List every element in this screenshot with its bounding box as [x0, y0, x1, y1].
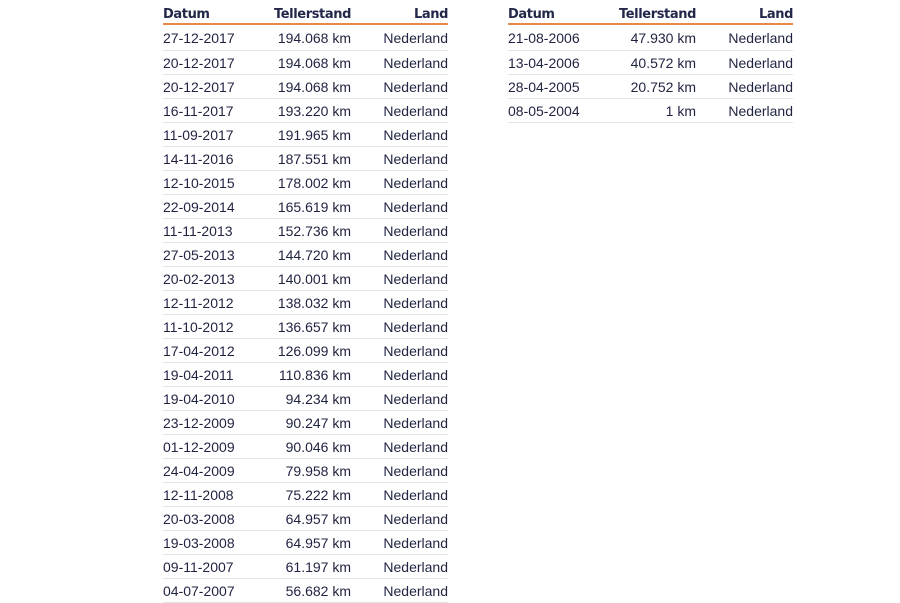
table-row: [508, 99, 793, 123]
table-row: [508, 75, 793, 99]
cell-country: Nederland: [351, 363, 448, 387]
cell-date: 11-09-2017: [163, 123, 258, 147]
cell-country: Nederland: [351, 435, 448, 459]
cell-date: 13-04-2006: [508, 51, 603, 75]
column-header-odometer: Tellerstand: [603, 6, 696, 24]
cell-date: 20-12-2017: [163, 51, 258, 75]
cell-date: 08-05-2004: [508, 99, 603, 123]
cell-odometer: 194.068 km: [258, 51, 351, 75]
cell-odometer: 178.002 km: [258, 171, 351, 195]
table-row: [163, 123, 448, 147]
table-row: [163, 24, 448, 51]
cell-odometer: 140.001 km: [258, 267, 351, 291]
cell-country: Nederland: [351, 459, 448, 483]
cell-country: Nederland: [351, 579, 448, 603]
cell-odometer: 193.220 km: [258, 99, 351, 123]
cell-odometer: 165.619 km: [258, 195, 351, 219]
cell-odometer: 138.032 km: [258, 291, 351, 315]
cell-odometer: 191.965 km: [258, 123, 351, 147]
cell-date: 27-05-2013: [163, 243, 258, 267]
cell-country: Nederland: [351, 24, 448, 51]
cell-odometer: 90.046 km: [258, 435, 351, 459]
cell-country: Nederland: [351, 555, 448, 579]
table-row: [163, 147, 448, 171]
column-header-date: Datum: [163, 6, 258, 24]
cell-country: Nederland: [351, 123, 448, 147]
cell-date: 12-11-2008: [163, 483, 258, 507]
cell-country: Nederland: [696, 99, 793, 123]
table-row: [508, 51, 793, 75]
table-body: [508, 24, 793, 123]
cell-odometer: 20.752 km: [603, 75, 696, 99]
cell-country: Nederland: [351, 387, 448, 411]
cell-date: 21-08-2006: [508, 24, 603, 51]
cell-country: Nederland: [696, 24, 793, 51]
cell-odometer: 187.551 km: [258, 147, 351, 171]
table-row: [163, 507, 448, 531]
table-row: [163, 291, 448, 315]
cell-country: Nederland: [696, 51, 793, 75]
column-header-country: Land: [696, 6, 793, 24]
cell-date: 24-04-2009: [163, 459, 258, 483]
cell-date: 28-04-2005: [508, 75, 603, 99]
table-row: [163, 195, 448, 219]
cell-date: 11-11-2013: [163, 219, 258, 243]
cell-odometer: 64.957 km: [258, 507, 351, 531]
table-row: [163, 315, 448, 339]
cell-odometer: 64.957 km: [258, 531, 351, 555]
cell-date: 04-07-2007: [163, 579, 258, 603]
table-header: [508, 6, 793, 24]
table-row: [163, 267, 448, 291]
table-row: [163, 363, 448, 387]
cell-date: 19-03-2008: [163, 531, 258, 555]
cell-country: Nederland: [351, 243, 448, 267]
cell-date: 23-12-2009: [163, 411, 258, 435]
odometer-history-table-right: [508, 6, 793, 123]
cell-date: 11-10-2012: [163, 315, 258, 339]
cell-odometer: 136.657 km: [258, 315, 351, 339]
table-row: [163, 243, 448, 267]
table-row: [163, 387, 448, 411]
cell-odometer: 61.197 km: [258, 555, 351, 579]
table-row: [163, 75, 448, 99]
cell-odometer: 75.222 km: [258, 483, 351, 507]
table-row: [163, 459, 448, 483]
cell-odometer: 1 km: [603, 99, 696, 123]
cell-country: Nederland: [696, 75, 793, 99]
header-row: [163, 6, 448, 24]
table-row: [163, 483, 448, 507]
cell-country: Nederland: [351, 75, 448, 99]
cell-country: Nederland: [351, 195, 448, 219]
cell-date: 20-02-2013: [163, 267, 258, 291]
cell-country: Nederland: [351, 315, 448, 339]
table-row: [163, 555, 448, 579]
cell-country: Nederland: [351, 291, 448, 315]
column-header-odometer: Tellerstand: [258, 6, 351, 24]
cell-country: Nederland: [351, 267, 448, 291]
cell-odometer: 47.930 km: [603, 24, 696, 51]
cell-odometer: 56.682 km: [258, 579, 351, 603]
column-header-country: Land: [351, 6, 448, 24]
table-body: [163, 24, 448, 603]
cell-date: 20-03-2008: [163, 507, 258, 531]
cell-odometer: 94.234 km: [258, 387, 351, 411]
cell-country: Nederland: [351, 411, 448, 435]
cell-country: Nederland: [351, 219, 448, 243]
table-row: [163, 411, 448, 435]
cell-odometer: 90.247 km: [258, 411, 351, 435]
table-row: [163, 99, 448, 123]
table-row: [163, 531, 448, 555]
cell-date: 12-10-2015: [163, 171, 258, 195]
odometer-history-table-left: [163, 6, 448, 603]
cell-date: 27-12-2017: [163, 24, 258, 51]
table-row: [163, 579, 448, 603]
cell-country: Nederland: [351, 147, 448, 171]
cell-odometer: 144.720 km: [258, 243, 351, 267]
cell-odometer: 126.099 km: [258, 339, 351, 363]
cell-odometer: 152.736 km: [258, 219, 351, 243]
table-row: [163, 219, 448, 243]
cell-date: 22-09-2014: [163, 195, 258, 219]
table-row: [163, 435, 448, 459]
table-row: [508, 24, 793, 51]
table-row: [163, 171, 448, 195]
cell-odometer: 110.836 km: [258, 363, 351, 387]
cell-country: Nederland: [351, 339, 448, 363]
cell-country: Nederland: [351, 99, 448, 123]
cell-country: Nederland: [351, 507, 448, 531]
table-row: [163, 51, 448, 75]
cell-odometer: 194.068 km: [258, 75, 351, 99]
cell-country: Nederland: [351, 171, 448, 195]
cell-date: 20-12-2017: [163, 75, 258, 99]
cell-date: 09-11-2007: [163, 555, 258, 579]
cell-date: 14-11-2016: [163, 147, 258, 171]
cell-country: Nederland: [351, 531, 448, 555]
cell-odometer: 194.068 km: [258, 24, 351, 51]
cell-date: 12-11-2012: [163, 291, 258, 315]
table-header: [163, 6, 448, 24]
column-header-date: Datum: [508, 6, 603, 24]
header-row: [508, 6, 793, 24]
cell-odometer: 40.572 km: [603, 51, 696, 75]
cell-date: 17-04-2012: [163, 339, 258, 363]
cell-date: 01-12-2009: [163, 435, 258, 459]
cell-date: 19-04-2010: [163, 387, 258, 411]
cell-country: Nederland: [351, 483, 448, 507]
cell-date: 16-11-2017: [163, 99, 258, 123]
cell-date: 19-04-2011: [163, 363, 258, 387]
table-row: [163, 339, 448, 363]
cell-country: Nederland: [351, 51, 448, 75]
cell-odometer: 79.958 km: [258, 459, 351, 483]
